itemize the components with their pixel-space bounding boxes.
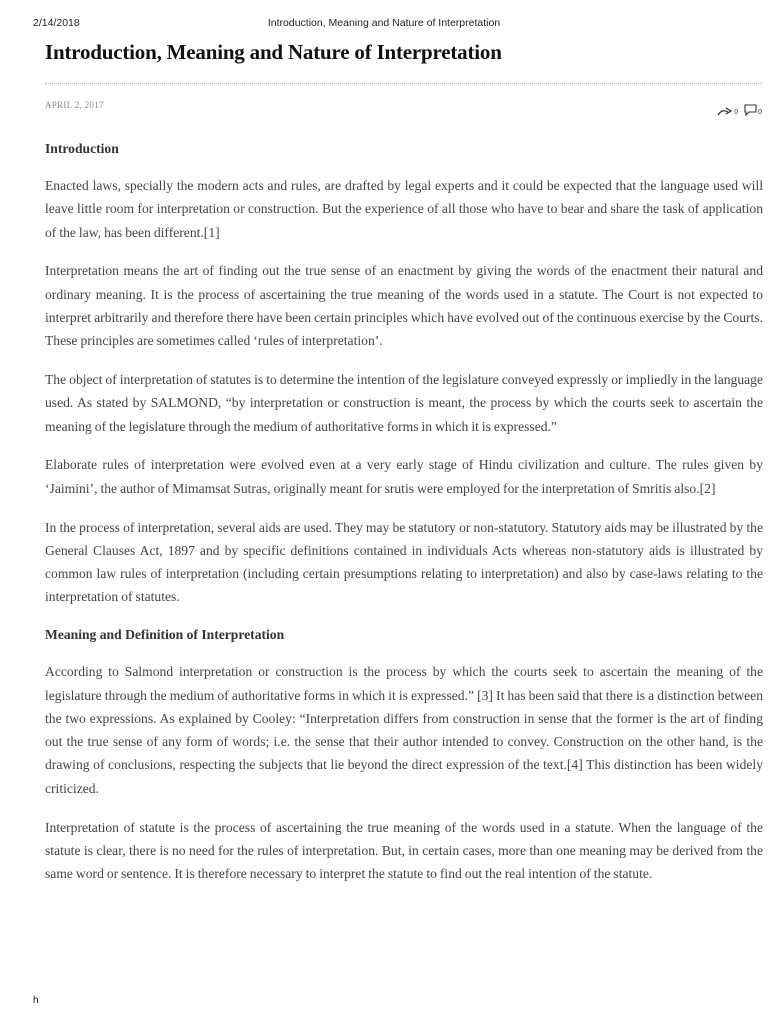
paragraph-text: According to Salmond interpretation or construction is the process by which the courts seek to ascertain the meaning of the legislature through the medium of authoritative forms in which it is expressed.” xyxy=(45,664,763,703)
paragraph: Interpretation means the art of finding out the true sense of an enactment by giving the words of the enactment their natural and ordinary meaning. It is the process of ascertaining the true meaning of the words used in a statute. The Court is not expected to interpret arbitrarily and therefore there have been certain principles which have evolved out of the continuous exercise by the Courts. These principles are sometimes called ‘rules of interpretation’. xyxy=(45,263,763,349)
share-arrow-icon xyxy=(717,106,733,116)
paragraph xyxy=(45,174,763,244)
footnote-link-2[interactable]: [2] xyxy=(699,480,716,496)
article-body xyxy=(45,138,763,901)
print-title: Introduction, Meaning and Nature of Interpretation xyxy=(267,17,501,29)
print-date: 2/14/2018 xyxy=(33,17,80,29)
paragraph: The object of interpretation of statutes is to determine the intention of the legislature conveyed expressly or impliedly in the language used. As stated by SALMOND, “by interpretation or construction is meant, the process by which the courts seek to ascertain the meaning of the legislature through the medium of authoritative forms in which it is expressed.” xyxy=(45,372,763,434)
footnote-link-1[interactable]: [1] xyxy=(203,224,220,240)
paragraph xyxy=(45,660,763,800)
paragraph-text: It has been said that there is a distinction between the two expressions. As explained by Cooley: “Interpretation differs from construction in sense that the former is the art of finding out the true sense of any form of words; i.e. the sense that their author intended to convey. Construction on the other hand, is the drawing of conclusions, respecting the subjects that lie beyond the direct expression of the text. xyxy=(45,687,764,773)
share-count: 0 xyxy=(734,109,739,116)
comment-bubble-icon xyxy=(744,104,757,116)
footnote-link-4[interactable]: [4] xyxy=(566,757,583,773)
title-divider xyxy=(45,83,763,84)
paragraph-text: Elaborate rules of interpretation were evolved even at a very early stage of Hindu civilization and culture. The rules given by ‘Jaimini’, the author of Mimamsat Sutras, originally meant for srutis were employed for the interpretation of Smritis also. xyxy=(45,457,763,496)
share-button[interactable] xyxy=(717,106,738,116)
post-actions xyxy=(717,100,762,116)
comment-button[interactable] xyxy=(744,104,762,116)
print-header xyxy=(0,17,768,31)
paragraph: In the process of interpretation, several aids are used. They may be statutory or non-statutory. Statutory aids may be illustrated by the General Clauses Act, 1897 and by specific definitions contained in individuals Acts whereas non-statutory aids is illustrated by common law rules of interpretation (including certain presumptions relating to interpretation) and also by case-laws relating to the interpretation of statutes. xyxy=(45,519,763,605)
print-footer: h xyxy=(33,995,39,1006)
comment-count: 0 xyxy=(758,109,762,116)
paragraph-text: This distinction has been widely criticized. xyxy=(45,757,763,796)
section-heading-introduction: Introduction xyxy=(45,141,119,156)
article-title: Introduction, Meaning and Nature of Interpretation xyxy=(45,40,502,64)
paragraph: Interpretation of statute is the process of ascertaining the true meaning of the words used in a statute. When the language of the statute is clear, there is no need for the rules of interpretation. But, in certain cases, more than one meaning may be derived from the same word or sentence. It is therefore necessary to interpret the statute to find out the real intention of the statute. xyxy=(45,819,763,882)
post-date: APRIL 2, 2017 xyxy=(45,100,104,110)
section-heading-meaning: Meaning and Definition of Interpretation xyxy=(45,627,285,643)
paragraph-text: Enacted laws, specially the modern acts and rules, are drafted by legal experts and it could be expected that the language used will leave little room for interpretation or construction. But the experience of all those who have to bear and share the task of application of the law, has been different. xyxy=(45,178,763,240)
paragraph xyxy=(45,453,763,500)
footnote-link-3[interactable]: [3] xyxy=(477,687,493,703)
